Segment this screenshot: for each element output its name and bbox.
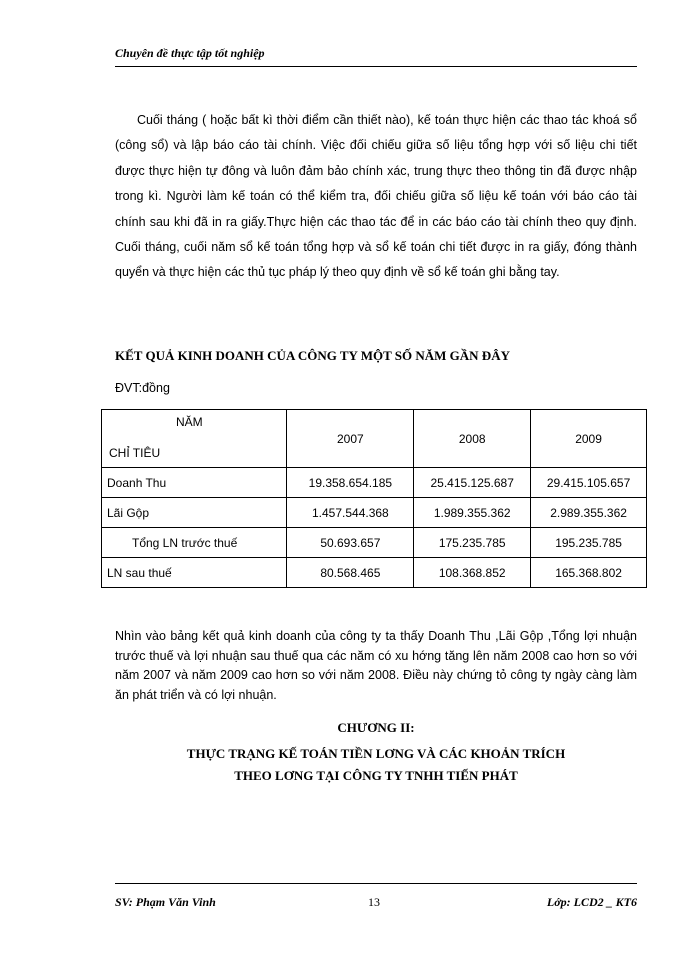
table-row xyxy=(102,558,647,588)
page-number: 13 xyxy=(368,895,380,909)
footer-student: SV: Phạm Văn Vinh xyxy=(115,895,216,909)
row-label: Tổng LN trước thuế xyxy=(102,528,287,558)
table-cell: 1.989.355.362 xyxy=(414,498,531,528)
table-row xyxy=(102,468,647,498)
table-cell: 108.368.852 xyxy=(414,558,531,588)
corner-indicator-label: CHỈ TIÊU xyxy=(109,446,161,460)
table-corner-cell xyxy=(102,410,287,468)
row-label: Lãi Gộp xyxy=(102,498,287,528)
table-cell: 175.235.785 xyxy=(414,528,531,558)
section-title: KẾT QUẢ KINH DOANH CỦA CÔNG TY MỘT SỐ NĂM GẦN ĐÂY xyxy=(115,348,510,363)
table-row xyxy=(102,498,647,528)
table-cell: 195.235.785 xyxy=(531,528,647,558)
header-title: Chuyên đề thực tập tốt nghiệp xyxy=(115,46,265,60)
year-header: 2009 xyxy=(531,410,647,468)
row-label: Doanh Thu xyxy=(102,468,287,498)
year-header: 2008 xyxy=(414,410,531,468)
table-row xyxy=(102,528,647,558)
chapter-title-line-2: THEO LƠNG TẠI CÔNG TY TNHH TIẾN PHÁT xyxy=(234,768,518,783)
business-results-table xyxy=(101,409,647,588)
chapter-number: CHƯƠNG II: xyxy=(337,720,415,735)
table-cell: 80.568.465 xyxy=(287,558,414,588)
page-footer xyxy=(115,883,637,909)
unit-label: ĐVT:đồng xyxy=(115,381,170,395)
table-cell: 1.457.544.368 xyxy=(287,498,414,528)
footer-class: Lớp: LCD2 _ KT6 xyxy=(546,895,637,909)
body-paragraph-1: Cuối tháng ( hoặc bất kì thời điểm cần thiết nào), kế toán thực hiện các thao tác khoá sổ (công sổ) và lập báo cáo tài chính. Việc đối chiếu giữa số liệu tổng hợp với số liệu chi tiết được thực hiện tự đông và luôn đảm bảo chính xác, trung thực theo thông tin đã được nhập trong kì. Người làm kế toán có thể kiểm tra, đối chiếu giữa số liệu kế toán với báo cáo tài chính sau khi đã in ra giấy.Thực hiện các thao tác để in các báo cáo tài chính theo quy định. Cuối tháng, cuối năm sổ kế toán tổng hợp và sổ kế toán chi tiết được in ra giấy, đóng thành quyển và thực hiện các thủ tục pháp lý theo quy định về sổ kế toán ghi bằng tay. xyxy=(115,113,637,280)
table-cell: 25.415.125.687 xyxy=(414,468,531,498)
table-cell: 165.368.802 xyxy=(531,558,647,588)
page-header xyxy=(115,46,637,67)
table-cell: 2.989.355.362 xyxy=(531,498,647,528)
chapter-title-line-1: THỰC TRẠNG KẾ TOÁN TIỀN LƠNG VÀ CÁC KHOẢN TRÍCH xyxy=(186,746,566,761)
corner-year-label: NĂM xyxy=(176,415,203,429)
table-cell: 50.693.657 xyxy=(287,528,414,558)
body-paragraph-2: Nhìn vào bảng kết quả kinh doanh của công ty ta thấy Doanh Thu ,Lãi Gộp ,Tổng lợi nhuận trước thuế và lợi nhuận sau thuế qua các năm có xu hớng tăng lên năm 2008 cao hơn so với năm 2007 và năm 2009 cao hơn so với năm 2008. Điều này chứng tỏ công ty ngày càng làm ăn phát triển và có lợi nhuận. xyxy=(115,629,637,702)
row-label: LN sau thuế xyxy=(102,558,287,588)
table-cell: 19.358.654.185 xyxy=(287,468,414,498)
table-cell: 29.415.105.657 xyxy=(531,468,647,498)
year-header: 2007 xyxy=(287,410,414,468)
table-header-row xyxy=(102,410,647,468)
